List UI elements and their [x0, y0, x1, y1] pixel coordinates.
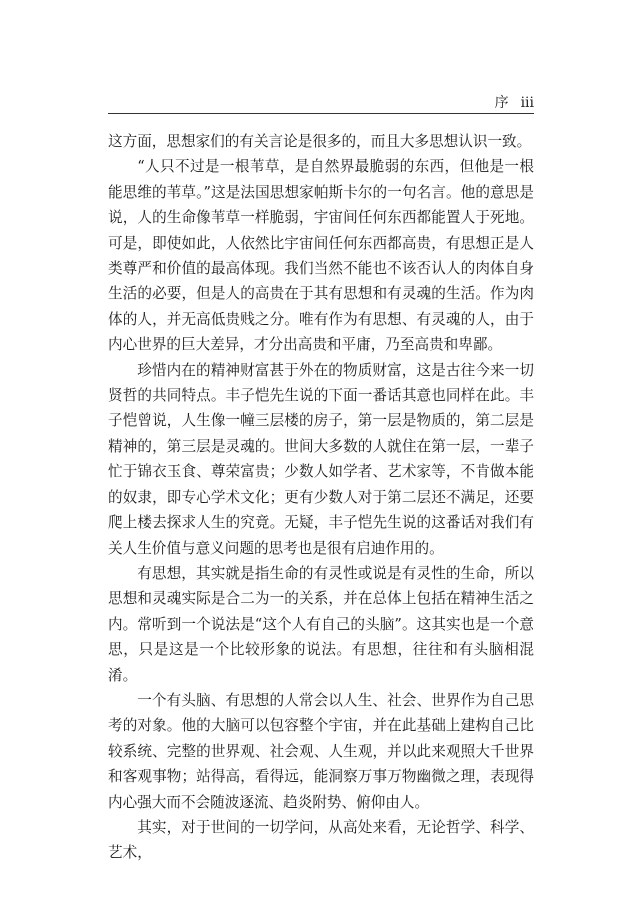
paragraph-1: 这方面，思想家们的有关言论是很多的，而且大多思想认识一致。 — [108, 133, 532, 150]
paragraph-4: 有思想，其实就是指生命的有灵性或说是有灵性的生命，所以思想和灵魂实际是合二为一的关系，并在总体上包括在精神生活之内。常听到一个说法是“这个人有自己的头脑”。这其实也是一个意思，只是这是一个比较形象的说法。有思想，往往和有头脑相混淆。 — [108, 564, 534, 684]
paragraph-5: 一个有头脑、有思想的人常会以人生、社会、世界作为自己思考的对象。他的大脑可以包容整个宇宙，并在此基础上建构自己比较系统、完整的世界观、社会观、人生观，并以此来观照大千世界和客观事物；站得高，看得远，能洞察万事万物幽微之理，表现得内心强大而不会随波逐流、趋炎附势、俯仰由人。 — [108, 691, 534, 811]
section-title: 序 — [494, 95, 509, 111]
running-header — [495, 92, 534, 112]
paragraph-2: “人只不过是一根苇草，是自然界最脆弱的东西，但他是一根能思维的苇草。”这是法国思想家帕斯卡尔的一句名言。他的意思是说，人的生命像苇草一样脆弱，宇宙间任何东西都能置人于死地。可是，即使如此，人依然比宇宙间任何东西都高贵，有思想正是人类尊严和价值的最高体现。我们当然不能也不该否认人的肉体自身生活的必要，但是人的高贵在于其有思想和有灵魂的生活。作为肉体的人，并无高低贵贱之分。唯有作为有思想、有灵魂的人，由于内心世界的巨大差异，才分出高贵和平庸，乃至高贵和卑鄙。 — [108, 158, 534, 354]
paragraph-3: 珍惜内在的精神财富甚于外在的物质财富，这是古往今来一切贤哲的共同特点。丰子恺先生说的下面一番话其意也同样在此。丰子恺曾说，人生像一幢三层楼的房子，第一层是物质的，第二层是精神的，第三层是灵魂的。世间大多数的人就住在第一层，一辈子忙于锦衣玉食、尊荣富贵；少数人如学者、艺术家等，不肯做本能的奴隶，即专心学术文化；更有少数人对于第二层还不满足，还要爬上楼去探求人生的究竟。无疑，丰子恺先生说的这番话对我们有关人生价值与意义问题的思考也是很有启迪作用的。 — [108, 361, 534, 557]
body-text — [108, 129, 534, 866]
paragraph-6: 其实，对于世间的一切学问，从高处来看，无论哲学、科学、艺术， — [108, 818, 534, 862]
page-number: iii — [520, 95, 534, 111]
header-rule — [108, 113, 534, 114]
